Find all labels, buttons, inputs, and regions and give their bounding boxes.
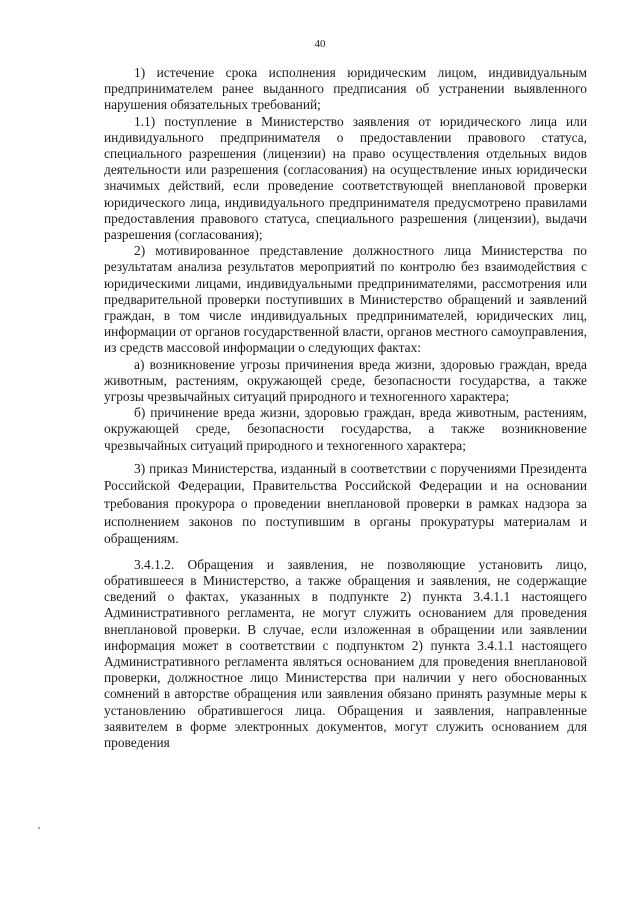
paragraph-item-1-1: 1.1) поступление в Министерство заявления от юридического лица или индивидуального предпринимателя о предоставлении правового статуса, специального разрешения (лицензии) на право осуществления отдельных видов деятельности или разрешения (согласования) на осуществление иных юридически значимых действий, если проведение соответствующей внеплановой проверки юридического лица, индивидуального предпринимателя предусмотрено правилами предоставления правового статуса, специального разрешения (лицензии), выдачи разрешения (согласования); [104,113,587,243]
page-number: 40 [314,38,326,50]
paragraph-item-3: 3) приказ Министерства, изданный в соответствии с поручениями Президента Российской Федерации, Правительства Российской Федерации и на основании требования прокурора о проведении внеплановой проверки в рамках надзора за исполнением законов по поступившим в органы прокуратуры материалам и обращениям. [104,460,587,547]
paragraph-item-2b: б) причинение вреда жизни, здоровью граждан, вреда животным, растениям, окружающей среде, безопасности государства, а также возникновение чрезвычайных ситуаций природного и техногенного характера; [104,405,587,453]
paragraph-item-2: 2) мотивированное представление должностного лица Министерства по результатам анализа результатов мероприятий по контролю без взаимодействия с юридическими лицами, индивидуальными предпринимателями, рассмотрения или предварительной проверки поступивших в Министерство обращений и заявлений граждан, в том числе индивидуальных предпринимателей, юридических лиц, информации от органов государственной власти, органов местного самоуправления, из средств массовой информации о следующих фактах: [104,243,587,356]
paragraph-section-3-4-1-2: 3.4.1.2. Обращения и заявления, не позволяющие установить лицо, обратившееся в Министерство, а также обращения и заявления, не содержащие сведений о фактах, указанных в подпункте 2) пункта 3.4.1.1 настоящего Административного регламента, не могут служить основанием для проведения внеплановой проверки. В случае, если изложенная в обращении или заявлении информация может в соответствии с подпунктом 2) пункта 3.4.1.1 настоящего Административного регламента являться основанием для проведения внеплановой проверки, должностное лицо Министерства при наличии у него обоснованных сомнений в авторстве обращения или заявления обязано принять разумные меры к установлению обратившегося лица. Обращения и заявления, направленные заявителем в форме электронных документов, могут служить основанием для проведения [104,556,587,751]
document-body [104,65,587,751]
paragraph-item-1: 1) истечение срока исполнения юридическим лицом, индивидуальным предпринимателем ранее выданного предписания об устранении выявленного нарушения обязательных требований; [104,65,587,113]
paragraph-item-2a: а) возникновение угрозы причинения вреда жизни, здоровью граждан, вреда животным, растениям, окружающей среде, безопасности государства, а также угрозы чрезвычайных ситуаций природного и техногенного характера; [104,356,587,405]
scan-speck [38,827,40,829]
